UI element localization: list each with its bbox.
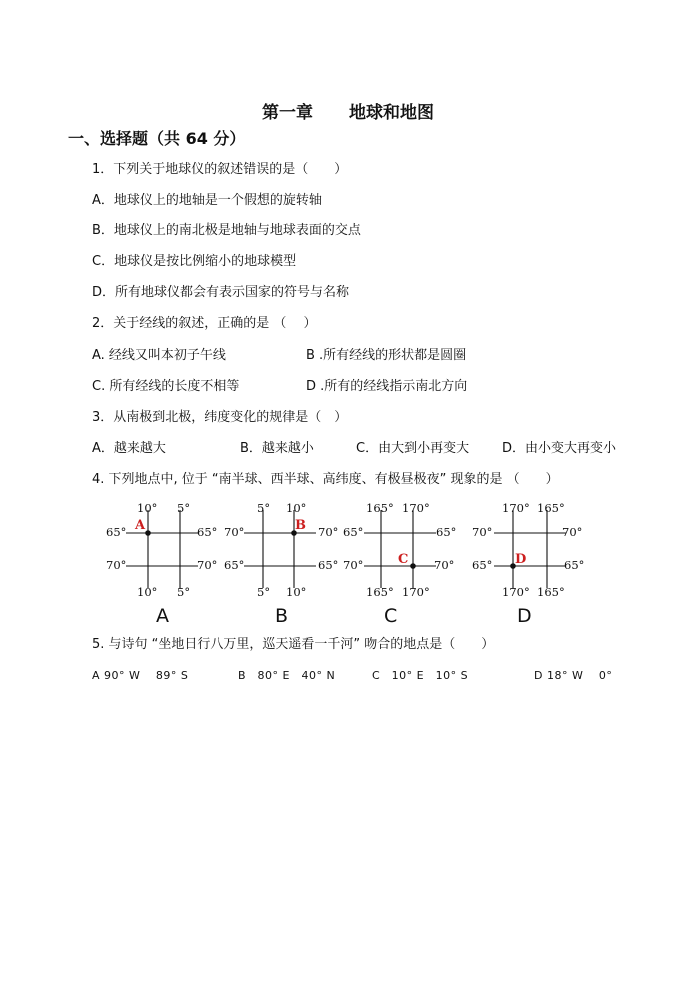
diagram-a-caption: A: [156, 605, 169, 627]
chapter-topic: 地球和地图: [349, 103, 434, 123]
q1-option-d[interactable]: D．所有地球仪都会有表示国家的符号与名称: [92, 285, 350, 300]
diagram-d-bottom-1: 170°: [502, 585, 530, 599]
diagram-c-bottom-1: 165°: [366, 585, 394, 599]
q2-stem: 2．关于经线的叙述，正确的是 （ ）: [92, 316, 317, 331]
diagram-b-top-1: 5°: [257, 501, 271, 515]
q3-option-a[interactable]: A．越来越大: [92, 441, 166, 456]
diagram-d[interactable]: [472, 501, 584, 627]
q4-grid-diagrams: [0, 490, 696, 630]
diagram-c-top-2: 170°: [402, 501, 430, 515]
diagram-c-point-dot: [410, 563, 416, 569]
diagram-c-right-1: 65°: [436, 525, 457, 539]
q5-option-b[interactable]: B 80° E 40° N: [238, 669, 336, 682]
diagram-b-bottom-1: 5°: [257, 585, 271, 599]
diagram-a-top-1: 10°: [137, 501, 158, 515]
q2-option-d[interactable]: D .所有的经线指示南北方向: [306, 379, 468, 394]
q1-option-a[interactable]: A．地球仪上的地轴是一个假想的旋转轴: [92, 193, 322, 208]
diagram-b-left-2: 65°: [224, 558, 245, 572]
q1-stem: 1．下列关于地球仪的叙述错误的是（ ）: [92, 162, 348, 177]
diagram-c-bottom-2: 170°: [402, 585, 430, 599]
diagram-d-point-label: D: [515, 552, 527, 567]
diagram-c[interactable]: [343, 501, 456, 627]
q5-option-c[interactable]: C 10° E 10° S: [372, 669, 469, 682]
diagram-b-point-label: B: [295, 518, 306, 533]
q2-option-a[interactable]: A. 经线又叫本初子午线: [92, 348, 226, 363]
page-title: [0, 98, 696, 123]
diagram-c-right-2: 70°: [434, 558, 455, 572]
diagram-c-caption: C: [384, 605, 398, 627]
diagram-d-bottom-2: 165°: [537, 585, 565, 599]
diagram-d-right-2: 65°: [564, 558, 585, 572]
diagram-d-left-2: 65°: [472, 558, 493, 572]
diagram-b-right-1: 70°: [318, 525, 339, 539]
diagram-a-top-2: 5°: [177, 501, 191, 515]
diagram-a-bottom-2: 5°: [177, 585, 191, 599]
q1-option-c[interactable]: C．地球仪是按比例缩小的地球模型: [92, 254, 297, 269]
diagram-d-caption: D: [517, 605, 532, 627]
diagram-c-left-2: 70°: [343, 558, 364, 572]
diagram-b-bottom-2: 10°: [286, 585, 307, 599]
diagram-b-top-2: 10°: [286, 501, 307, 515]
diagram-a-right-1: 65°: [197, 525, 218, 539]
diagram-b[interactable]: [224, 501, 338, 627]
diagram-a-left-1: 65°: [106, 525, 127, 539]
diagram-d-top-1: 170°: [502, 501, 530, 515]
diagram-b-caption: B: [275, 605, 289, 627]
q3-option-c[interactable]: C．由大到小再变大: [356, 441, 470, 456]
diagram-a-left-2: 70°: [106, 558, 127, 572]
diagram-a[interactable]: [106, 501, 217, 627]
q2-option-c[interactable]: C. 所有经线的长度不相等: [92, 379, 240, 394]
section-heading: 一、选择题（共 64 分）: [68, 129, 246, 148]
q2-option-b[interactable]: B .所有经线的形状都是圆圈: [306, 348, 467, 363]
diagram-a-point-dot: [145, 530, 151, 536]
q5-option-d[interactable]: D 18° W 0°: [534, 669, 613, 682]
diagram-d-left-1: 70°: [472, 525, 493, 539]
diagram-a-point-label: A: [135, 518, 146, 533]
q5-option-a[interactable]: A 90° W 89° S: [92, 669, 189, 682]
diagram-b-left-1: 70°: [224, 525, 245, 539]
q3-stem: 3．从南极到北极，纬度变化的规律是（ ）: [92, 410, 348, 425]
diagram-a-bottom-1: 10°: [137, 585, 158, 599]
diagram-c-point-label: C: [398, 552, 409, 567]
q3-option-b[interactable]: B．越来越小: [240, 441, 314, 456]
q1-option-b[interactable]: B．地球仪上的南北极是地轴与地球表面的交点: [92, 223, 361, 238]
q5-stem: 5. 与诗句 “坐地日行八万里，巡天遥看一千河” 吻合的地点是（ ）: [92, 637, 495, 652]
q4-stem: 4. 下列地点中, 位于 “南半球、西半球、高纬度、有极昼极夜” 现象的是 （ ）: [92, 472, 559, 487]
diagram-d-right-1: 70°: [562, 525, 583, 539]
diagram-a-right-2: 70°: [197, 558, 218, 572]
diagram-c-left-1: 65°: [343, 525, 364, 539]
diagram-c-top-1: 165°: [366, 501, 394, 515]
q3-option-d[interactable]: D．由小变大再变小: [502, 441, 617, 456]
diagram-d-top-2: 165°: [537, 501, 565, 515]
chapter-label: 第一章: [262, 103, 313, 123]
diagram-b-right-2: 65°: [318, 558, 339, 572]
